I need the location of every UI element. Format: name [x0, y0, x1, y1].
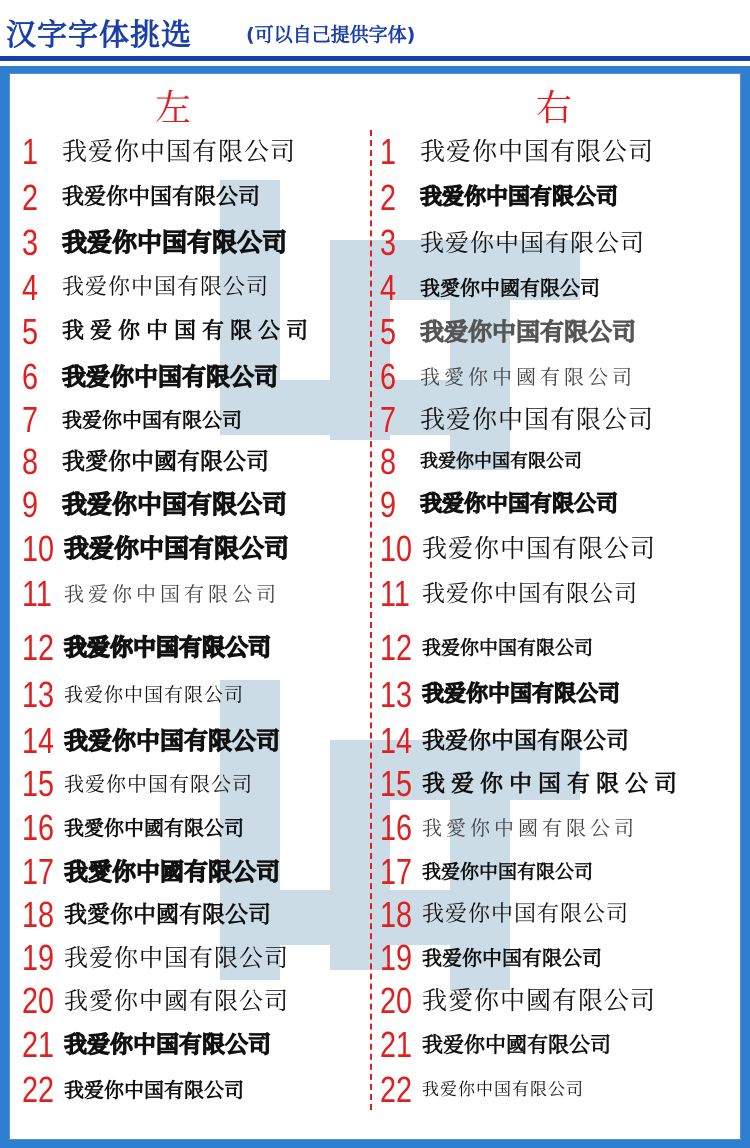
left-font-row-9[interactable]	[22, 483, 372, 527]
left-font-row-12[interactable]	[22, 626, 372, 670]
font-number: 19	[22, 937, 55, 978]
font-sample-text: 我爱你中国有限公司	[64, 1078, 244, 1102]
font-sample-text: 我爱你中国有限公司	[422, 534, 657, 563]
font-number: 2	[22, 177, 39, 218]
font-number: 11	[22, 573, 52, 614]
left-font-row-1[interactable]	[22, 130, 372, 174]
font-number: 7	[22, 399, 39, 440]
left-font-row-11[interactable]	[22, 572, 372, 616]
font-sample-text: 我爱你中国有限公司	[64, 582, 280, 606]
right-font-row-13[interactable]	[380, 673, 730, 717]
left-font-row-3[interactable]	[22, 221, 372, 265]
left-font-row-20[interactable]	[22, 979, 372, 1023]
font-number: 16	[380, 807, 413, 848]
right-column-label: 右	[536, 88, 573, 129]
font-number: 22	[22, 1069, 55, 1110]
font-sample-text: 我爱你中国有限公司	[422, 581, 638, 607]
font-number: 6	[22, 356, 39, 397]
right-font-row-11[interactable]	[380, 572, 730, 616]
left-font-row-16[interactable]	[22, 806, 372, 850]
font-number: 12	[22, 627, 55, 668]
font-sample-text: 我爱你中国有限公司	[420, 185, 619, 210]
font-number: 4	[380, 267, 397, 308]
right-font-row-3[interactable]	[380, 221, 730, 265]
font-sample-text: 我爱你中国有限公司	[420, 318, 636, 346]
font-sample-text: 我爱你中国有限公司	[422, 682, 621, 707]
font-sample-text: 我爱你中国有限公司	[420, 492, 619, 517]
font-number: 15	[380, 763, 413, 804]
font-sample-text: 我爱你中国有限公司	[62, 490, 288, 519]
right-font-row-1[interactable]	[380, 130, 730, 174]
font-number: 3	[22, 222, 39, 263]
right-font-row-9[interactable]	[380, 483, 730, 527]
right-font-row-17[interactable]	[380, 850, 730, 894]
font-sample-text: 我爱你中国有限公司	[422, 728, 629, 754]
font-sample-text: 我愛你中國有限公司	[62, 449, 269, 475]
font-sample-text: 我爱你中国有限公司	[62, 275, 270, 300]
left-font-row-18[interactable]	[22, 893, 372, 937]
page-subtitle: (可以自己提供字体)	[246, 24, 416, 46]
left-font-row-8[interactable]	[22, 440, 372, 484]
font-sample-text: 我愛你中國有限公司	[420, 276, 600, 300]
right-font-row-7[interactable]	[380, 398, 730, 442]
font-sample-text: 我愛你中國有限公司	[64, 902, 271, 928]
right-font-row-21[interactable]	[380, 1023, 730, 1067]
right-font-row-19[interactable]	[380, 936, 730, 980]
font-sample-text: 我爱你中国有限公司	[64, 1032, 271, 1058]
right-font-row-14[interactable]	[380, 719, 730, 763]
font-number: 13	[22, 674, 55, 715]
font-sample-text: 我爱你中国有限公司	[64, 727, 280, 755]
right-font-row-18[interactable]	[380, 893, 730, 937]
font-number: 1	[22, 131, 39, 172]
left-column-label: 左	[155, 88, 192, 129]
page-title: 汉字字体挑选	[6, 18, 192, 53]
font-number: 5	[22, 311, 39, 352]
font-number: 14	[22, 720, 55, 761]
font-number: 12	[380, 627, 413, 668]
right-font-row-4[interactable]	[380, 266, 730, 310]
font-sample-text: 我爱你中国有限公司	[64, 772, 253, 796]
right-font-row-16[interactable]	[380, 806, 730, 850]
header-underline	[0, 56, 750, 61]
right-font-row-8[interactable]	[380, 440, 730, 484]
font-sample-text: 我愛你中國有限公司	[422, 986, 657, 1015]
font-sample-text: 我愛你中國有限公司	[64, 858, 280, 886]
font-sample-text: 我爱你中国有限公司	[422, 861, 594, 883]
left-font-row-19[interactable]	[22, 936, 372, 980]
left-font-row-17[interactable]	[22, 850, 372, 894]
font-number: 20	[22, 980, 55, 1021]
font-number: 21	[380, 1024, 413, 1065]
left-font-row-21[interactable]	[22, 1023, 372, 1067]
font-sample-text: 我愛你中國有限公司	[64, 987, 289, 1015]
font-number: 21	[22, 1024, 55, 1065]
font-sample-text: 我愛你中國有限公司	[422, 816, 638, 840]
font-sample-text: 我爱你中国有限公司	[62, 363, 278, 391]
font-number: 3	[380, 222, 397, 263]
left-font-row-13[interactable]	[22, 673, 372, 717]
font-number: 2	[380, 177, 397, 218]
font-number: 19	[380, 937, 413, 978]
font-sample-text: 我爱你中国有限公司	[64, 534, 290, 563]
font-sample-text: 我愛你中國有限公司	[64, 816, 244, 840]
font-sample-text: 我爱你中国有限公司	[422, 637, 594, 659]
font-sample-text: 我爱你中国有限公司	[422, 946, 602, 970]
font-number: 1	[380, 131, 397, 172]
right-font-row-20[interactable]	[380, 979, 730, 1023]
left-font-row-22[interactable]	[22, 1068, 372, 1112]
font-sample-text: 我爱你中国有限公司	[64, 635, 271, 661]
header-banner	[0, 0, 750, 62]
font-number: 11	[380, 573, 410, 614]
font-sample-text: 我愛你中國有限公司	[420, 365, 636, 389]
left-font-row-10[interactable]	[22, 527, 372, 571]
right-font-row-12[interactable]	[380, 626, 730, 670]
font-number: 8	[380, 441, 397, 482]
font-number: 18	[22, 894, 55, 935]
left-font-row-5[interactable]	[22, 310, 372, 354]
font-sample-text: 我爱你中国有限公司	[62, 185, 261, 210]
font-sample-text: 我爱你中国有限公司	[422, 771, 683, 797]
font-sample-text: 我爱你中国有限公司	[420, 451, 582, 472]
font-number: 14	[380, 720, 413, 761]
font-sample-text: 我爱你中国有限公司	[64, 684, 245, 706]
left-font-row-14[interactable]	[22, 719, 372, 763]
font-number: 13	[380, 674, 413, 715]
left-font-row-2[interactable]	[22, 176, 372, 220]
font-sample-text: 我爱你中国有限公司	[64, 944, 289, 972]
font-sample-text: 我爱你中国有限公司	[420, 405, 655, 434]
left-font-row-4[interactable]	[22, 266, 372, 310]
font-number: 17	[22, 851, 55, 892]
font-number: 15	[22, 763, 55, 804]
font-number: 9	[380, 484, 397, 525]
font-number: 16	[22, 807, 55, 848]
left-font-row-15[interactable]	[22, 762, 372, 806]
font-sample-text: 我爱你中國有限公司	[422, 1032, 611, 1057]
font-sample-text: 我爱你中国有限公司	[62, 228, 288, 257]
font-number: 5	[380, 311, 397, 352]
left-font-row-7[interactable]	[22, 398, 372, 442]
font-number: 8	[22, 441, 39, 482]
font-number: 10	[380, 528, 413, 569]
right-font-row-10[interactable]	[380, 527, 730, 571]
font-number: 20	[380, 980, 413, 1021]
font-sample-text: 我爱你中国有限公司	[420, 137, 655, 166]
font-sample-text: 我爱你中国有限公司	[62, 137, 297, 166]
font-number: 6	[380, 356, 397, 397]
font-number: 17	[380, 851, 413, 892]
font-number: 4	[22, 267, 39, 308]
font-sample-text: 我爱你中国有限公司	[62, 319, 315, 344]
right-font-row-5[interactable]	[380, 310, 730, 354]
font-sample-text: 我爱你中国有限公司	[422, 1080, 584, 1100]
font-sample-text: 我爱你中国有限公司	[62, 408, 242, 432]
font-sample-text: 我爱你中国有限公司	[422, 902, 630, 927]
font-number: 22	[380, 1069, 413, 1110]
font-number: 9	[22, 484, 39, 525]
font-number: 10	[22, 528, 55, 569]
right-font-row-2[interactable]	[380, 176, 730, 220]
right-font-row-22[interactable]	[380, 1068, 730, 1112]
font-sample-text: 我爱你中国有限公司	[420, 229, 645, 257]
left-font-row-6[interactable]	[22, 355, 372, 399]
right-font-row-15[interactable]	[380, 762, 730, 806]
font-number: 18	[380, 894, 413, 935]
font-number: 7	[380, 399, 397, 440]
right-font-row-6[interactable]	[380, 355, 730, 399]
